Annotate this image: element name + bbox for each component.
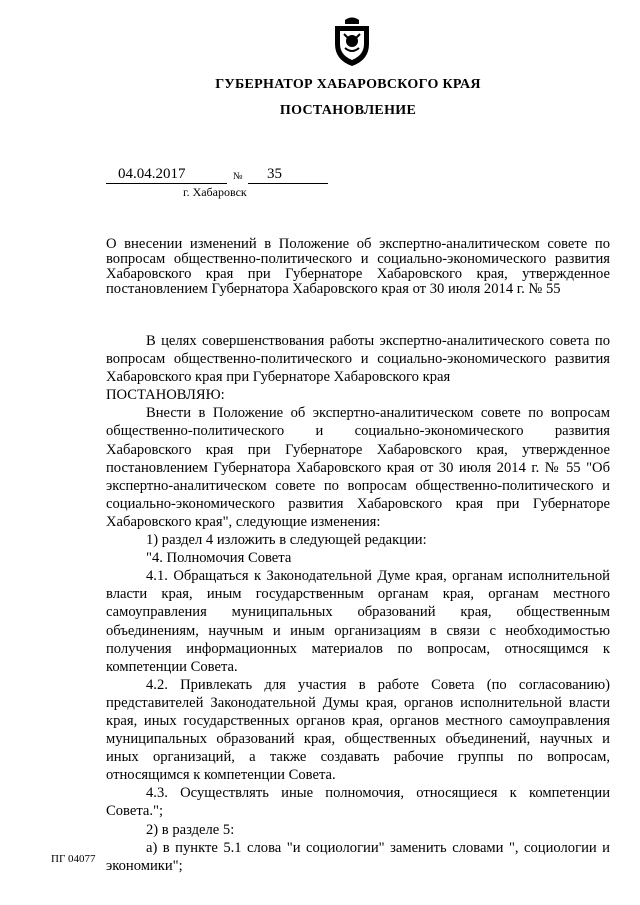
- item-1: 1) раздел 4 изложить в следующей редакции:: [146, 532, 427, 549]
- coat-of-arms-icon: [331, 14, 373, 68]
- paragraph-4-2: 4.2. Привлекать для участия в работе Совета (по согласованию) представителей Законодательной Думы края, органов исполнительной власти края, иных государственных органов края, органов местного самоуправления муниципальных образований края, общественных объединений, научных и иных организаций, а также создавать рабочие группы по вопросам, относящимся к компетенции Совета.: [106, 676, 610, 784]
- preamble-paragraph: В целях совершенствования работы экспертно-аналитического совета по вопросам общественно-политического и социально-экономического развития Хабаровского края при Губернаторе Хабаровского края: [106, 333, 610, 386]
- number-sign: №: [233, 171, 243, 182]
- document-date: 04.04.2017: [118, 166, 186, 182]
- number-underline: [248, 183, 328, 184]
- paragraph-4-1: 4.1. Обращаться к Законодательной Думе края, органам исполнительной власти края, иным государственным органам края, органам местного самоуправления муниципальных образований края, общественным объединениям, научным и иным организациям в связи с необходимостью получения информационных материалов по вопросам, относящимся к компетенции Совета.: [106, 568, 610, 675]
- document-type-heading: ПОСТАНОВЛЕНИЕ: [279, 103, 417, 118]
- document-city: г. Хабаровск: [183, 185, 247, 199]
- section-heading: "4. Полномочия Совета: [146, 550, 292, 567]
- item-2a: а) в пункте 5.1 слова "и социологии" заменить словами ", социологии и экономики";: [106, 839, 610, 874]
- document-body: [106, 332, 610, 875]
- document-title: О внесении изменений в Положение об экспертно-аналитическом совете по вопросам общественно-политического и социально-экономического развития Хабаровского края при Губернаторе Хабаровского края, утвержденное постановлением Губернатора Хабаровского края от 30 июля 2014 г. № 55: [106, 236, 610, 297]
- item-2: 2) в разделе 5:: [146, 821, 235, 838]
- intro-paragraph: Внести в Положение об экспертно-аналитическом совете по вопросам общественно-политического и социально-экономического развития Хабаровского края при Губернаторе Хабаровского края, утвержденное постановлением Губернатора Хабаровского края от 30 июля 2014 г. № 55 "Об экспертно-аналитическом совете по вопросам общественно-политического и социально-экономического развития Хабаровского края при Губернаторе Хабаровского края", следующие изменения:: [106, 405, 610, 530]
- authority-heading: ГУБЕРНАТОР ХАБАРОВСКОГО КРАЯ: [215, 77, 481, 92]
- document-number: 35: [267, 166, 282, 182]
- decree-word: ПОСТАНОВЛЯЮ:: [106, 387, 225, 404]
- paragraph-4-3: 4.3. Осуществлять иные полномочия, относящиеся к компетенции Совета.";: [106, 785, 610, 820]
- footer-code: ПГ 04077: [51, 853, 96, 865]
- date-underline: [106, 183, 227, 184]
